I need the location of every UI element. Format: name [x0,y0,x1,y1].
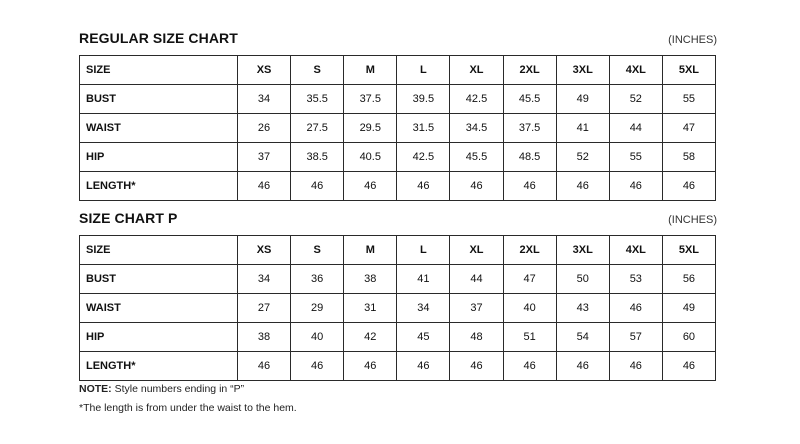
table-cell: 34.5 [450,114,503,143]
table-cell: 37.5 [503,114,556,143]
table-cell: 46 [662,172,715,201]
table-cell: 35.5 [291,85,344,114]
table-cell: 40.5 [344,143,397,172]
petite-chart-title: SIZE CHART P [79,210,178,226]
table-cell: 39.5 [397,85,450,114]
table-cell: 48.5 [503,143,556,172]
table-cell: 40 [291,323,344,352]
size-5xl-header: 5XL [662,56,715,85]
table-cell: 46 [238,172,291,201]
size-4xl-header: 4XL [609,236,662,265]
row-label: BUST [80,85,238,114]
size-header-cell: SIZE [80,236,238,265]
table-cell: 27 [238,294,291,323]
table-cell: 49 [662,294,715,323]
table-cell: 47 [503,265,556,294]
table-cell: 46 [291,352,344,381]
table-cell: 43 [556,294,609,323]
table-cell: 36 [291,265,344,294]
regular-chart-units: (INCHES) [668,34,717,46]
table-cell: 29 [291,294,344,323]
table-cell: 37.5 [344,85,397,114]
table-row [80,172,716,201]
table-cell: 44 [450,265,503,294]
row-label: HIP [80,143,238,172]
table-cell: 41 [397,265,450,294]
table-cell: 55 [662,85,715,114]
row-label: BUST [80,265,238,294]
table-cell: 46 [450,172,503,201]
table-cell: 42 [344,323,397,352]
size-xl-header: XL [450,56,503,85]
style-number-note [79,383,244,395]
table-cell: 31 [344,294,397,323]
petite-size-table [79,235,716,381]
table-cell: 52 [609,85,662,114]
size-3xl-header: 3XL [556,236,609,265]
size-3xl-header: 3XL [556,56,609,85]
size-s-header: S [291,56,344,85]
size-header-cell: SIZE [80,56,238,85]
table-cell: 46 [503,172,556,201]
table-cell: 38.5 [291,143,344,172]
table-cell: 51 [503,323,556,352]
table-cell: 29.5 [344,114,397,143]
row-label: LENGTH* [80,172,238,201]
table-cell: 57 [609,323,662,352]
table-cell: 26 [238,114,291,143]
table-cell: 46 [503,352,556,381]
table-cell: 42.5 [397,143,450,172]
row-label: WAIST [80,114,238,143]
table-cell: 37 [450,294,503,323]
table-cell: 38 [238,323,291,352]
size-xs-header: XS [238,236,291,265]
table-cell: 46 [450,352,503,381]
table-cell: 56 [662,265,715,294]
size-xs-header: XS [238,56,291,85]
table-cell: 58 [662,143,715,172]
table-cell: 37 [238,143,291,172]
table-cell: 27.5 [291,114,344,143]
table-cell: 34 [238,265,291,294]
table-cell: 46 [397,352,450,381]
table-cell: 49 [556,85,609,114]
table-cell: 54 [556,323,609,352]
table-cell: 48 [450,323,503,352]
table-cell: 41 [556,114,609,143]
table-cell: 34 [397,294,450,323]
table-cell: 45 [397,323,450,352]
table-cell: 50 [556,265,609,294]
size-xl-header: XL [450,236,503,265]
table-row [80,143,716,172]
regular-size-table [79,55,716,201]
size-l-header: L [397,56,450,85]
regular-chart-title: REGULAR SIZE CHART [79,30,238,46]
size-m-header: M [344,236,397,265]
size-m-header: M [344,56,397,85]
table-cell: 44 [609,114,662,143]
table-cell: 46 [609,352,662,381]
table-row [80,323,716,352]
regular-chart-header [79,30,719,46]
petite-chart-header [79,210,719,226]
table-cell: 31.5 [397,114,450,143]
table-header-row [80,236,716,265]
table-cell: 52 [556,143,609,172]
table-cell: 60 [662,323,715,352]
table-cell: 47 [662,114,715,143]
table-cell: 46 [291,172,344,201]
note-text: Style numbers ending in “P” [111,383,245,395]
table-cell: 42.5 [450,85,503,114]
table-row [80,114,716,143]
table-row [80,265,716,294]
table-cell: 46 [556,352,609,381]
table-header-row [80,56,716,85]
petite-chart-units: (INCHES) [668,214,717,226]
table-cell: 45.5 [503,85,556,114]
size-2xl-header: 2XL [503,56,556,85]
table-cell: 46 [344,172,397,201]
size-5xl-header: 5XL [662,236,715,265]
size-2xl-header: 2XL [503,236,556,265]
table-row [80,85,716,114]
table-cell: 40 [503,294,556,323]
note-label: NOTE: [79,383,112,395]
table-cell: 46 [609,294,662,323]
table-cell: 45.5 [450,143,503,172]
size-4xl-header: 4XL [609,56,662,85]
table-cell: 46 [662,352,715,381]
table-cell: 55 [609,143,662,172]
size-l-header: L [397,236,450,265]
length-footnote: *The length is from under the waist to the hem. [79,402,297,414]
table-cell: 38 [344,265,397,294]
size-s-header: S [291,236,344,265]
table-cell: 46 [344,352,397,381]
row-label: HIP [80,323,238,352]
table-cell: 46 [609,172,662,201]
table-row [80,352,716,381]
table-cell: 34 [238,85,291,114]
row-label: LENGTH* [80,352,238,381]
table-cell: 46 [397,172,450,201]
row-label: WAIST [80,294,238,323]
table-cell: 46 [238,352,291,381]
table-cell: 46 [556,172,609,201]
table-cell: 53 [609,265,662,294]
table-row [80,294,716,323]
